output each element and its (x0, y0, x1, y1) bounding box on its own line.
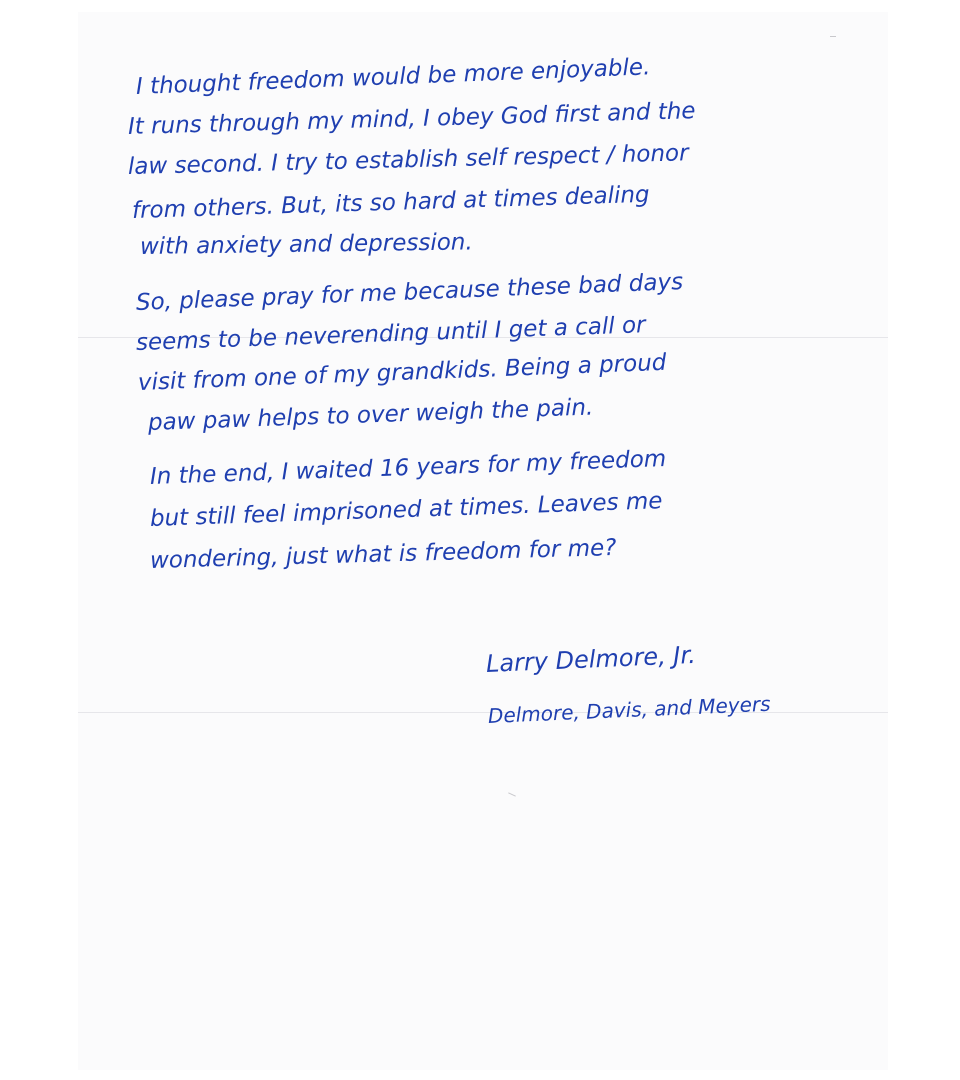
paper-speck (508, 792, 516, 796)
paper-speck (830, 36, 836, 37)
letter-line: So, please pray for me because these bad days (135, 268, 684, 316)
letter-line: but still feel imprisoned at times. Leaves me (149, 488, 663, 532)
letter-line: law second. I try to establish self respect / honor (127, 140, 689, 180)
letter-line: seems to be neverending until I get a call or (135, 312, 646, 356)
letter-line: paw paw helps to over weigh the pain. (147, 394, 594, 436)
signature-name: Larry Delmore, Jr. (485, 640, 697, 678)
letter-page (78, 12, 888, 1070)
signature-firm: Delmore, Davis, and Meyers (487, 691, 771, 728)
letter-line: I thought freedom would be more enjoyable. (135, 54, 651, 100)
letter-line: In the end, I waited 16 years for my freedom (149, 445, 667, 490)
letter-line: from others. But, its so hard at times dealing (131, 181, 650, 224)
letter-line: visit from one of my grandkids. Being a proud (137, 349, 667, 396)
letter-line: wondering, just what is freedom for me? (149, 534, 617, 574)
letter-line: with anxiety and depression. (139, 229, 473, 260)
letter-line: It runs through my mind, I obey God first and the (127, 98, 696, 140)
